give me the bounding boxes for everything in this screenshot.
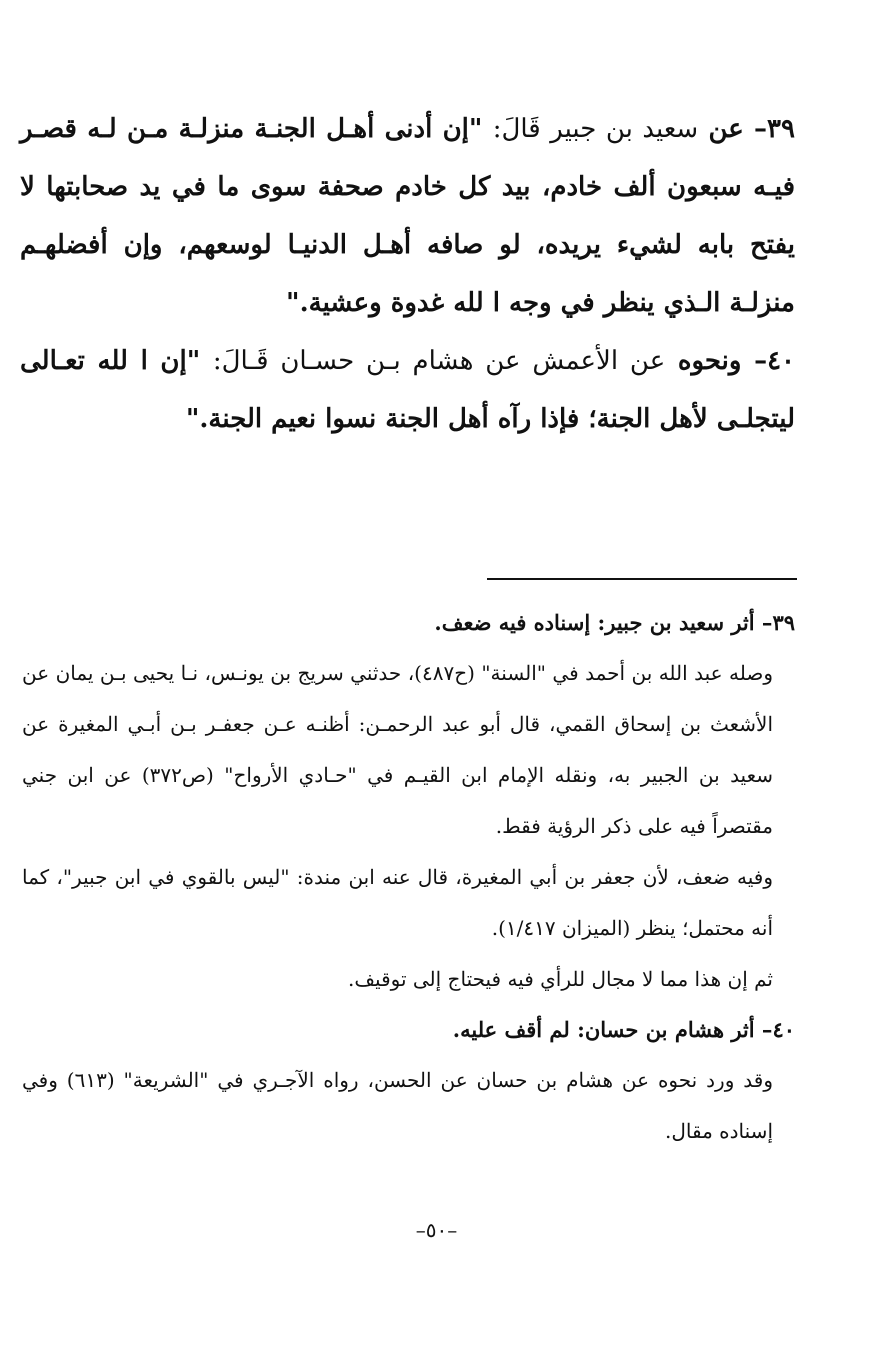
athar-39-narrator: سعيد بن جبير قَالَ: [492,114,699,144]
page-number: –٥٠– [415,1218,458,1242]
athar-39-lead: عن [708,114,744,144]
main-text [20,100,795,448]
footnotes [22,598,795,1157]
athar-40-lead: ونحوه [677,346,742,376]
athar-39-quote: "إن أدنى أهـل الجنـة منزلـة مـن لـه قصـر فيـه سبعون ألف خادم، بيد كل خادم صحفة سوى ما في يد صحابتها لا يفتح بابه لشيء يريده، لو صافه أهـل الدنيـا لوسعهم، وإن أفضلهـم منزلـة الـذي ينظر في وجه ا لله غدوة وعشية." [20,114,795,318]
athar-40 [20,332,795,448]
footnote-separator [487,578,797,580]
athar-39 [20,100,795,332]
footnote-39-heading: ٣٩– أثر سعيد بن جبير: إسناده فيه ضعف. [434,610,795,635]
footnote-39-paragraph-1: وصله عبد الله بن أحمد في "السنة" (ح٤٨٧)، حدثني سريج بن يونـس، نـا يحيى بـن يمان عن الأشعث بن إسحاق القمي، قال أبو عبد الرحمـن: أظنـه عـن جعفـر بـن أبـي المغيرة عن سعيد بن الجبير به، ونقله الإمام ابن القيـم في "حـادي الأرواح" (ص٣٧٢) عن ابن جني مقتصراً فيه على ذكر الرؤية فقط. [22,661,774,838]
athar-39-number: ٣٩– [754,114,795,144]
footnote-40-paragraph-1: وقد ورد نحوه عن هشام بن حسان عن الحسن، رواه الآجـري في "الشريعة" (٦١٣) وفي إسناده مقال. [22,1068,773,1143]
athar-40-narrator: عن الأعمش عن هشام بـن حسـان قَـالَ: [212,346,666,376]
footnote-39-paragraph-2: وفيه ضعف، لأن جعفر بن أبي المغيرة، قال عنه ابن مندة: "ليس بالقوي في ابن جبير"، كما أنه محتمل؛ ينظر (الميزان ١/٤١٧). [22,865,773,940]
footnote-39-paragraph-3: ثم إن هذا مما لا مجال للرأي فيه فيحتاج إلى توقيف. [347,967,773,991]
athar-40-quote: "إن ا لله تعـالى ليتجلـى لأهل الجنة؛ فإذا رآه أهل الجنة نسوا نعيم الجنة." [20,346,795,434]
footnote-40-heading: ٤٠– أثر هشام بن حسان: لم أقف عليه. [452,1017,795,1042]
athar-40-number: ٤٠– [754,346,796,376]
